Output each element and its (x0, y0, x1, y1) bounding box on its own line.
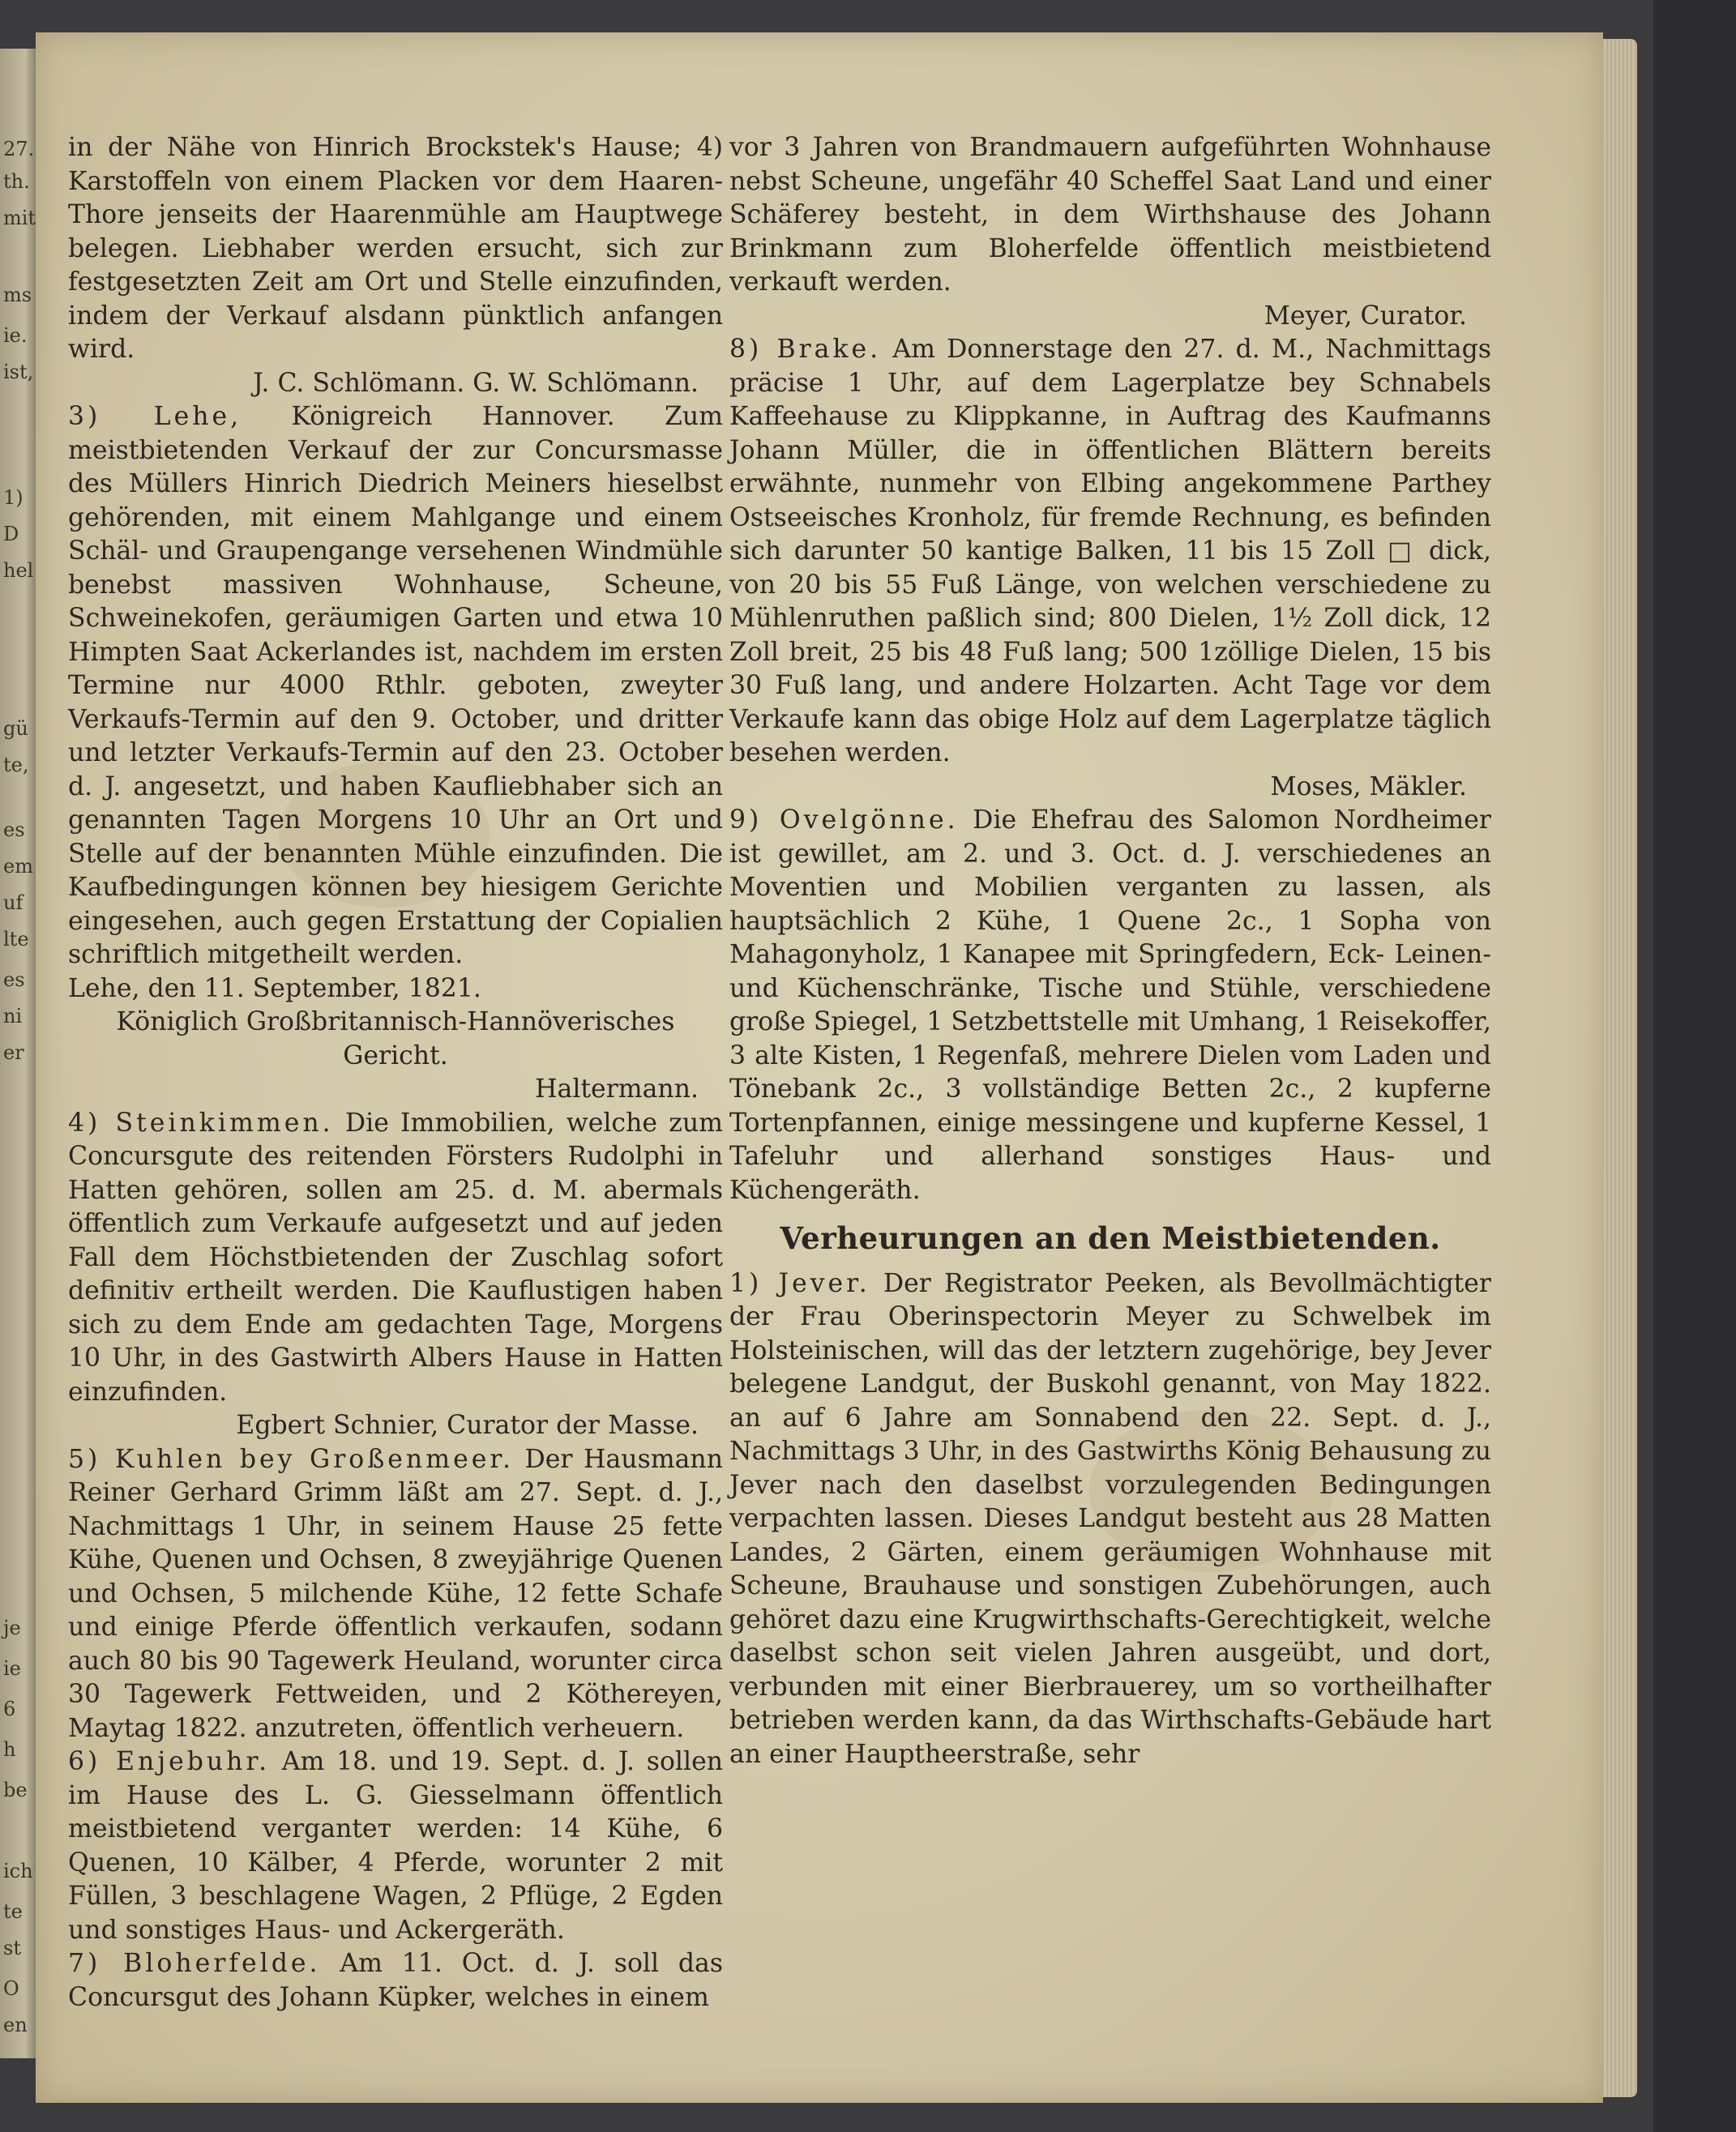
signature-line: Haltermann. (535, 1075, 699, 1104)
right-column (729, 131, 1491, 1771)
place-name: 1) Jever. (729, 1268, 870, 1298)
prev-fragment: ni (3, 1005, 23, 1028)
place-name: 7) Bloherfelde. (68, 1949, 321, 1978)
prev-fragment: ms (3, 284, 32, 306)
prev-fragment: mit (3, 207, 36, 229)
prev-fragment: st (3, 1937, 21, 1959)
prev-fragment: th. (3, 170, 30, 193)
signature-line: Moses, Mäkler. (1270, 771, 1467, 801)
notice-paragraph: in der Nähe von Hinrich Brockstek's Hause; 4) Karstoffeln von einem Placken vor dem Haaren-Thore jenseits der Haarenmühle am Hauptwege belegen. Liebhaber werden ersucht, sich zur festgesetzten Zeit am Ort und Stelle einzufinden, indem der Verkauf alsdann pünktlich anfangen wird. (68, 133, 723, 364)
prev-fragment: es (3, 818, 25, 841)
prev-fragment: er (3, 1041, 24, 1064)
prev-fragment: en (3, 2014, 28, 2036)
prev-fragment: D (3, 523, 19, 545)
date-line: Lehe, den 11. September, 1821. (68, 973, 481, 1003)
prev-fragment: 6 (3, 1698, 16, 1720)
prev-fragment: uf (3, 891, 24, 914)
notice-paragraph: 6) Enjebuhr. Am 18. und 19. Sept. d. J. sollen im Hause des L. G. Giesselmann öffentlich meistbietend verganteт werden: 14 Kühe, 6 Quenen, 10 Kälber, 4 Pferde, worunter 2 mit Füllen, 3 beschlagene Wagen, 2 Pflüge, 2 Egden und sonstiges Haus- und Ackergeräth. (68, 1747, 723, 1945)
prev-fragment: gü (3, 717, 28, 740)
signature-line: Egbert Schnier, Curator der Masse. (236, 1411, 699, 1440)
prev-fragment: ist, (3, 361, 34, 383)
prev-fragment: te (3, 1900, 23, 1923)
prev-fragment: 1) (3, 486, 24, 509)
document-page (36, 32, 1603, 2103)
prev-fragment: h (3, 1738, 16, 1761)
signature-line: J. C. Schlömann. G. W. Schlömann. (253, 368, 699, 398)
prev-fragment: je (3, 1617, 21, 1639)
place-name: 8) Brake. (729, 335, 882, 364)
prev-fragment: be (3, 1779, 28, 1801)
prev-fragment: te, (3, 754, 29, 776)
notice-paragraph: 5) Kuhlen bey Großenmeer. Der Hausmann Reiner Gerhard Grimm läßt am 27. Sept. d. J., Nachmittags 1 Uhr, in seinem Hause 25 fette Kühe, Quenen und Ochsen, 8 zweyjährige Quenen und Ochsen, 5 milchende Kühe, 12 fette Schafe und einige Pferde öffentlich verkaufen, sodann auch 80 bis 90 Tagewerk Heuland, worunter circa 30 Tagewerk Fettweiden, und 2 Köthereyen, Maytag 1822. anzutreten, öffentlich verheuern. (68, 1444, 723, 1743)
prev-fragment: 27. (3, 138, 35, 160)
prev-fragment: ie. (3, 324, 28, 347)
prev-fragment: O (3, 1977, 19, 2000)
prev-fragment: lte (3, 928, 29, 951)
notice-paragraph: 1) Jever. Der Registrator Peeken, als Bevollmächtigter der Frau Oberinspectorin Meyer zu Schwelbek im Holsteinischen, will das der letztern zugehörige, bey Jever belegene Landgut, der Buskohl genannt, von May 1822. an auf 6 Jahre am Sonnabend den 22. Sept. d. J., Nachmittags 3 Uhr, in des Gastwirths König Behausung zu Jever nach den daselbst vorzulegenden Bedingungen verpachten lassen. Dieses Landgut besteht aus 28 Matten Landes, 2 Gärten, einem geräumigen Wohnhause mit Scheune, Brauhause und sonstigen Zubehörungen, auch gehöret dazu eine Krugwirthschafts-Gerechtigkeit, welche daselbst schon seit vielen Jahren ausgeübt, und dort, verbunden mit einer Bierbrauerey, um so vortheilhafter betrieben werden kann, da das Wirthschafts-Gebäude hart an einer Hauptheerstraße, sehr (729, 1268, 1491, 1769)
place-name: 3) Lehe, (68, 402, 242, 431)
notice-paragraph: 3) Lehe, Königreich Hannover. Zum meistbietenden Verkauf der zur Concursmasse des Müllers Hinrich Diedrich Meiners hieselbst gehörenden, mit einem Mahlgange und einem Schäl- und Graupengange versehenen Windmühle benebst massiven Wohnhause, Scheune, Schweinekofen, geräumigen Garten und etwa 10 Himpten Saat Ackerlandes ist, nachdem im ersten Termine nur 4000 Rthlr. geboten, zweyter Verkaufs-Termin auf den 9. October, und dritter und letzter Verkaufs-Termin auf den 23. October d. J. angesetzt, und haben Kaufliebhaber sich an genannten Tagen Morgens 10 Uhr an Ort und Stelle auf der benannten Mühle einzufinden. Die Kaufbedingungen können bey hiesigem Gerichte eingesehen, auch gegen Erstattung der Copialien schriftlich mitgetheilt werden. (68, 402, 723, 969)
prev-fragment: ie (3, 1657, 21, 1680)
desk-background-right (1653, 0, 1736, 2132)
page-edge-right (1603, 39, 1637, 2097)
prev-fragment: hel (3, 559, 34, 582)
signature-line: Meyer, Curator. (1264, 301, 1467, 331)
prev-fragment: es (3, 968, 25, 991)
prev-fragment: ich (3, 1860, 33, 1882)
section-heading: Verheurungen an den Meistbietenden. (780, 1220, 1441, 1256)
place-name: 4) Steinkimmen. (68, 1108, 334, 1138)
place-name: 9) Ovelgönne. (729, 805, 959, 835)
prev-fragment: em (3, 855, 33, 878)
previous-page-edge (0, 49, 36, 2058)
court-line: Königlich Großbritannisch-Hannöverisches Gericht. (116, 1007, 675, 1070)
left-column (68, 131, 723, 2015)
notice-paragraph: 8) Brake. Am Donnerstage den 27. d. M., Nachmittags präcise 1 Uhr, auf dem Lagerplatze bey Schnabels Kaffeehause zu Klippkanne, in Auftrag des Kaufmanns Johann Müller, die in öffentlichen Blättern bereits erwähnte, nunmehr von Elbing angekommene Parthey Ostseeisches Kronholz, für fremde Rechnung, es befinden sich darunter 50 kantige Balken, 11 bis 15 Zoll □ dick, von 20 bis 55 Fuß Länge, von welchen verschiedene zu Mühlenruthen paßlich sind; 800 Dielen, 1½ Zoll dick, 12 Zoll breit, 25 bis 48 Fuß lang; 500 1zöllige Dielen, 15 bis 30 Fuß lang, und andere Holzarten. Acht Tage vor dem Verkaufe kann das obige Holz auf dem Lagerplatze täglich besehen werden. (729, 335, 1491, 767)
notice-paragraph: 9) Ovelgönne. Die Ehefrau des Salomon Nordheimer ist gewillet, am 2. und 3. Oct. d. J. verschiedenes an Moventien und Mobilien verganten zu lassen, als hauptsächlich 2 Kühe, 1 Quene 2c., 1 Sopha von Mahagonyholz, 1 Kanapee mit Springfedern, Eck- Leinen- und Küchenschränke, Tische und Stühle, verschiedene große Spiegel, 1 Setzbettstelle mit Umhang, 1 Reisekoffer, 3 alte Kisten, 1 Regenfaß, mehrere Dielen vom Laden und Tönebank 2c., 3 vollständige Betten 2c., 2 kupferne Tortenpfannen, einige messingene und kupferne Kessel, 1 Tafeluhr und allerhand sonstiges Haus- und Küchengeräth. (729, 805, 1491, 1205)
place-name: 5) Kuhlen bey Großenmeer. (68, 1444, 514, 1474)
place-name: 6) Enjebuhr. (68, 1747, 271, 1776)
notice-paragraph: 4) Steinkimmen. Die Immobilien, welche zum Concursgute des reitenden Försters Rudolphi in Hatten gehören, sollen am 25. d. M. abermals öffentlich zum Verkaufe aufgesetzt und auf jeden Fall dem Höchstbietenden der Zuschlag sofort definitiv ertheilt werden. Die Kauflustigen haben sich zu dem Ende am gedachten Tage, Morgens 10 Uhr, in des Gastwirth Albers Hause in Hatten einzufinden. (68, 1108, 723, 1407)
notice-paragraph: vor 3 Jahren von Brandmauern aufgeführten Wohnhause nebst Scheune, ungefähr 40 Scheffel Saat Land und einer Schäferey besteht, in dem Wirthshause des Johann Brinkmann zum Bloherfelde öffentlich meistbietend verkauft werden. (729, 133, 1491, 297)
notice-paragraph: 7) Bloherfelde. Am 11. Oct. d. J. soll das Concursgut des Johann Küpker, welches in einem (68, 1949, 724, 2012)
